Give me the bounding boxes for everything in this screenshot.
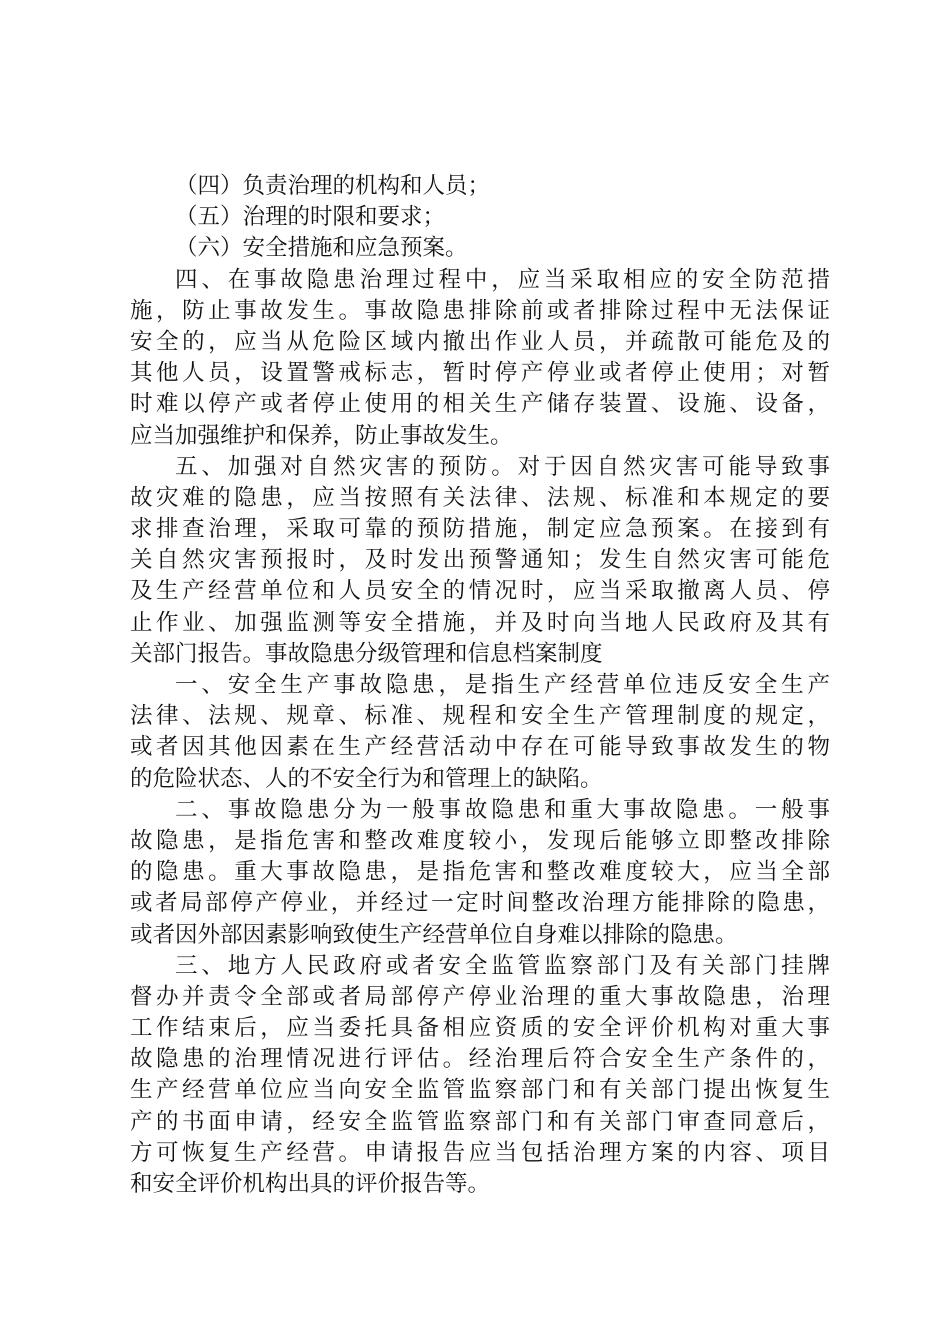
text-line: 故隐患，是指危害和整改难度较小，发现后能够立即整改排除	[130, 827, 830, 854]
text-line: 和安全评价机构出具的评价报告等。	[130, 1171, 491, 1197]
text-line: 工作结束后，应当委托具备相应资质的安全评价机构对重大事	[130, 1015, 830, 1042]
text-line: 施，防止事故发生。事故隐患排除前或者排除过程中无法保证	[130, 297, 830, 324]
text-line: （四）负责治理的机构和人员；	[175, 173, 491, 199]
text-line: 生产经营单位应当向安全监管监察部门和有关部门提出恢复生	[130, 1077, 830, 1104]
text-line: 的隐患。重大事故隐患，是指危害和整改难度较大，应当全部	[130, 859, 830, 886]
text-line: 二、事故隐患分为一般事故隐患和重大事故隐患。一般事	[175, 796, 830, 823]
text-line: 关部门报告。事故隐患分级管理和信息档案制度	[130, 640, 603, 667]
text-line: 法律、法规、规章、标准、规程和安全生产管理制度的规定，	[130, 703, 830, 730]
text-line: （六）安全措施和应急预案。	[175, 235, 468, 262]
text-line: 其他人员，设置警戒标志，暂时停产停业或者停止使用；对暂	[130, 360, 830, 387]
text-line: 一、安全生产事故隐患，是指生产经营单位违反安全生产	[175, 672, 830, 698]
text-line: 方可恢复生产经营。申请报告应当包括治理方案的内容、项目	[130, 1139, 830, 1166]
text-line: 五、加强对自然灾害的预防。对于因自然灾害可能导致事	[175, 453, 830, 480]
text-line: 的危险状态、人的不安全行为和管理上的缺陷。	[130, 765, 603, 792]
document-body	[130, 171, 830, 1200]
text-line: 故灾难的隐患，应当按照有关法律、法规、标准和本规定的要	[130, 484, 830, 511]
text-line: 安全的，应当从危险区域内撤出作业人员，并疏散可能危及的	[130, 328, 830, 355]
text-line: 关自然灾害预报时，及时发出预警通知；发生自然灾害可能危	[130, 547, 830, 574]
text-line: 及生产经营单位和人员安全的情况时，应当采取撤离人员、停	[130, 578, 830, 605]
text-line: 产的书面申请，经安全监管监察部门和有关部门审查同意后，	[130, 1108, 830, 1135]
text-line: 止作业、加强监测等安全措施，并及时向当地人民政府及其有	[130, 609, 830, 636]
text-line: 四、在事故隐患治理过程中，应当采取相应的安全防范措	[175, 266, 830, 293]
text-line: 时难以停产或者停止使用的相关生产储存装置、设施、设备，	[130, 391, 830, 418]
text-line: 或者局部停产停业，并经过一定时间整改治理方能排除的隐患，	[130, 890, 830, 917]
text-line: （五）治理的时限和要求；	[175, 204, 446, 231]
text-line: 或者因外部因素影响致使生产经营单位自身难以排除的隐患。	[130, 921, 738, 948]
text-line: 督办并责令全部或者局部停产停业治理的重大事故隐患，治理	[130, 983, 830, 1010]
text-line: 应当加强维护和保养，防止事故发生。	[130, 422, 513, 449]
text-line: 三、地方人民政府或者安全监管监察部门及有关部门挂牌	[175, 952, 830, 979]
text-line: 求排查治理，采取可靠的预防措施，制定应急预案。在接到有	[130, 516, 830, 543]
text-line: 或者因其他因素在生产经营活动中存在可能导致事故发生的物	[130, 734, 830, 761]
text-line: 故隐患的治理情况进行评估。经治理后符合安全生产条件的，	[130, 1046, 830, 1073]
